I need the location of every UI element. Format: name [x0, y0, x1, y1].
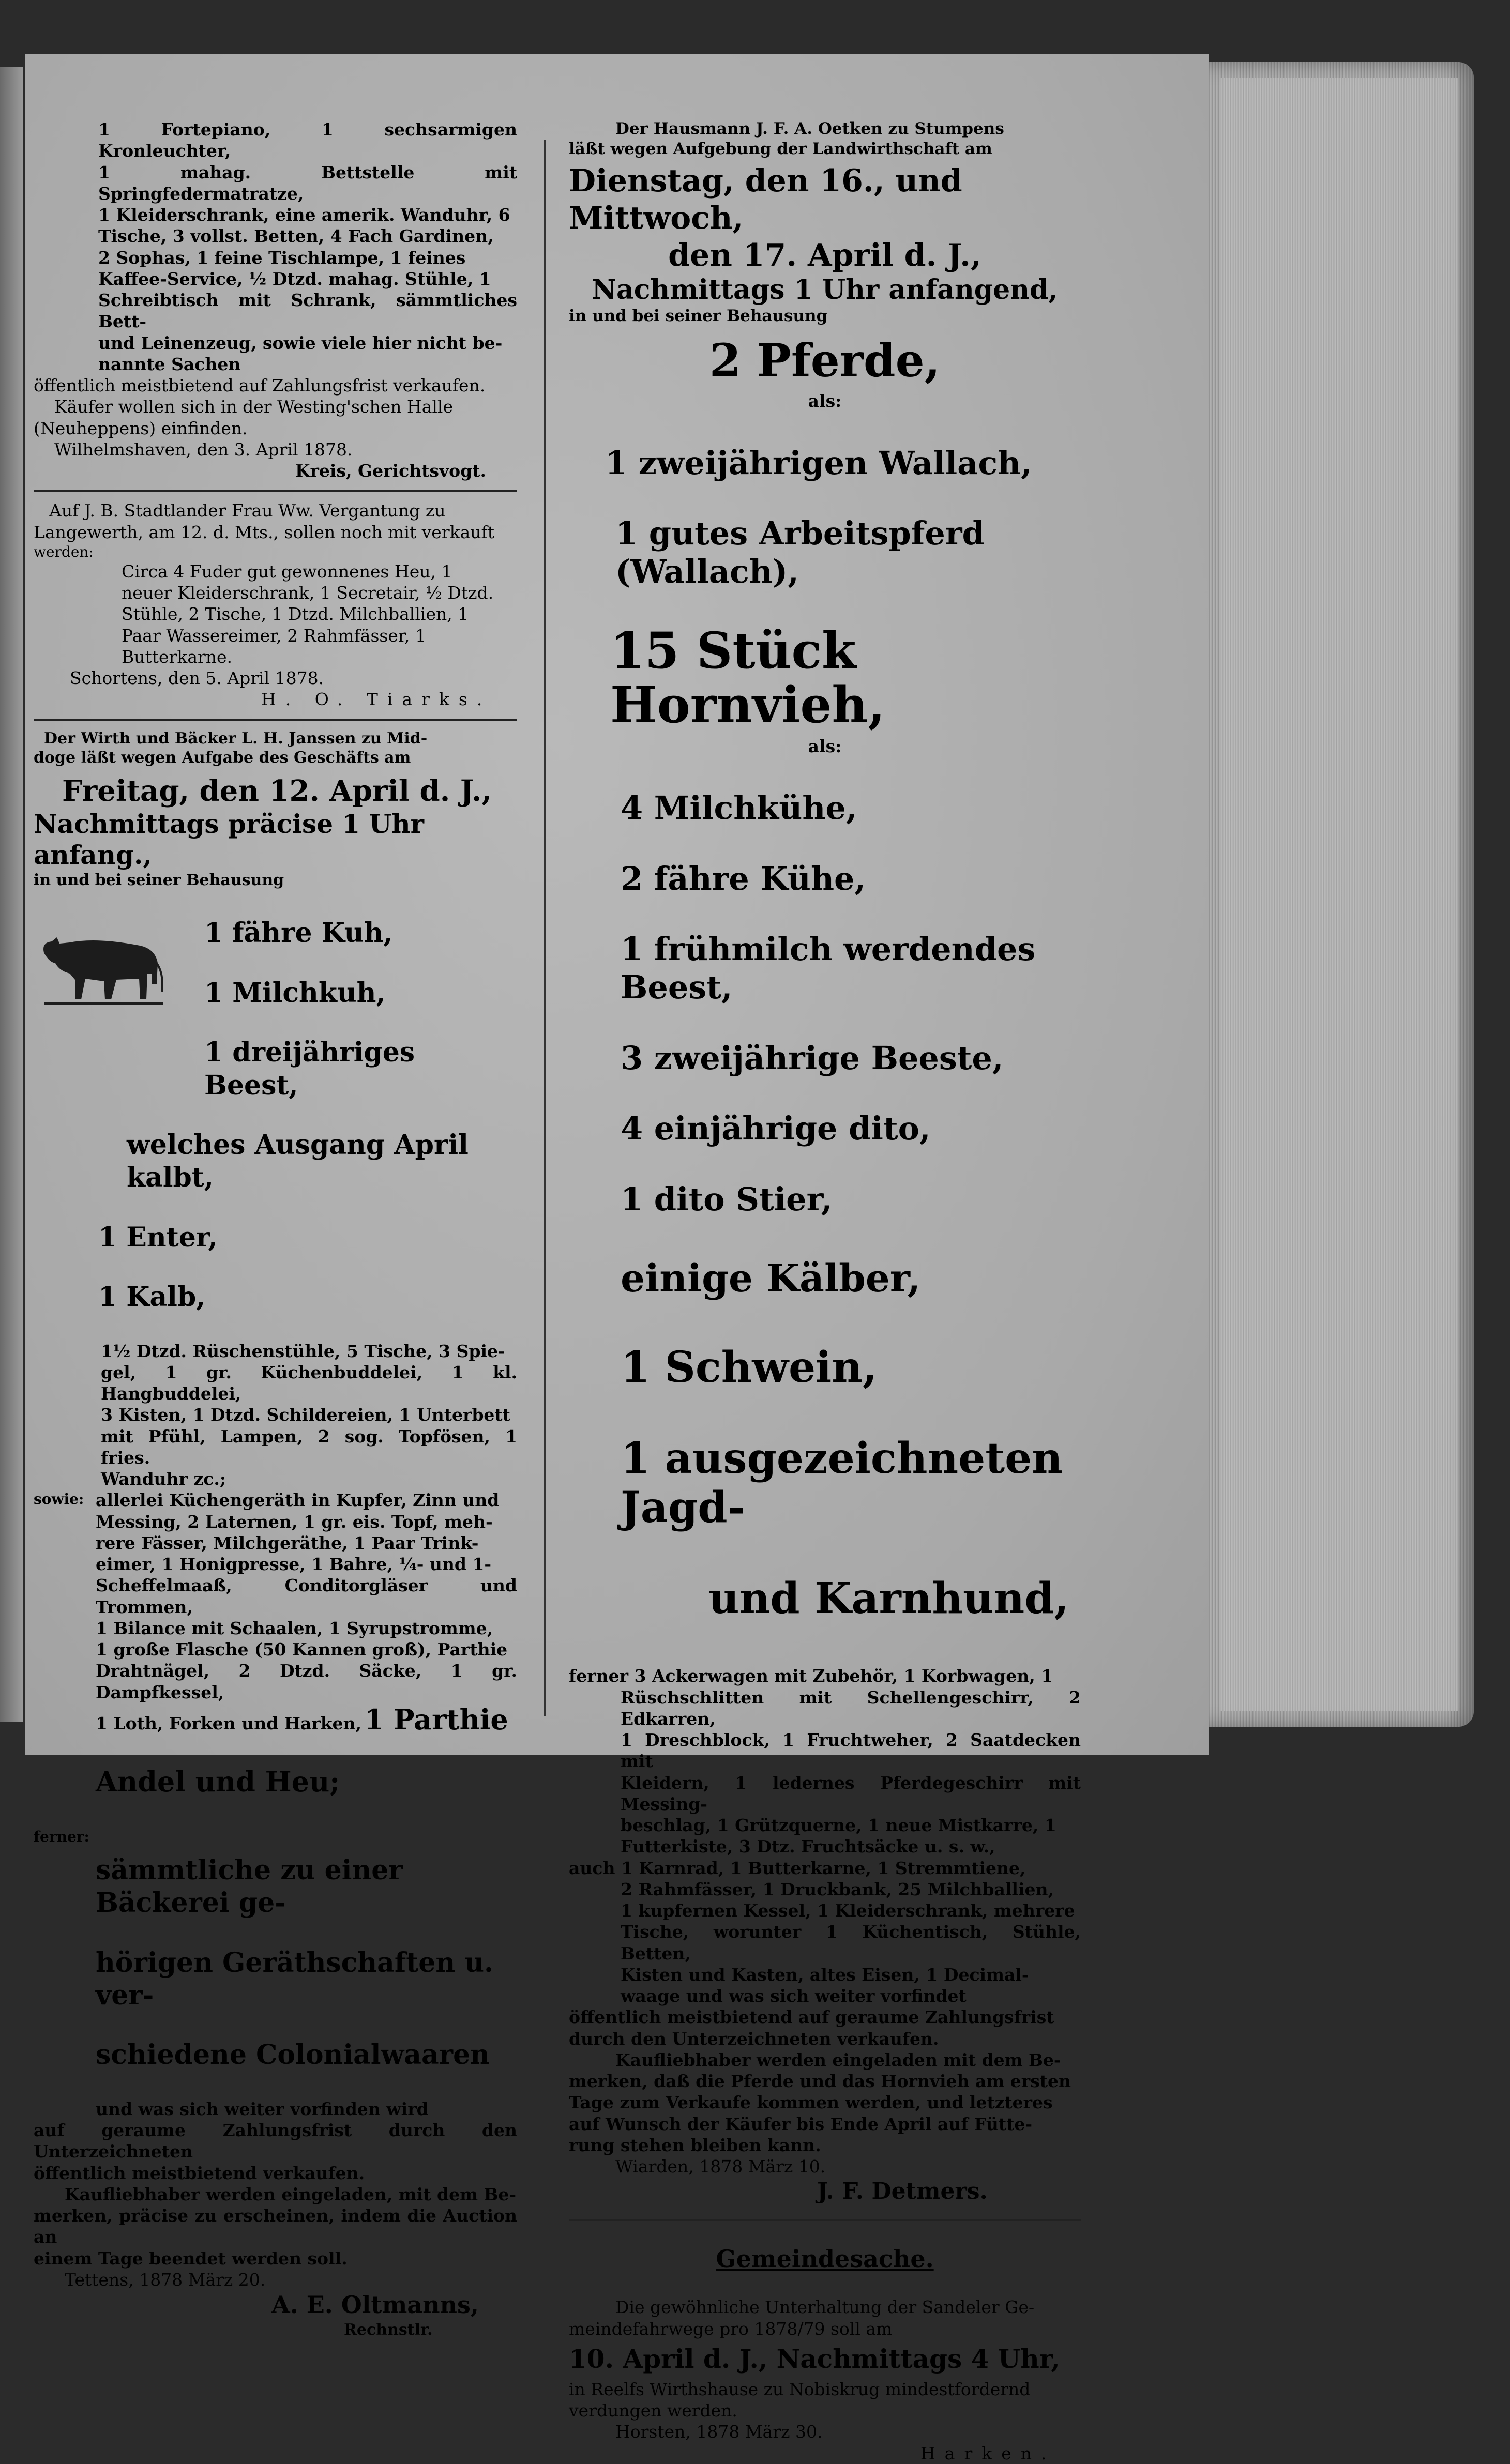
livestock-item: 1 dreijähriges Beest, [204, 1037, 415, 1101]
text-line: 1 Loth, Forken und Harken, [96, 1713, 362, 1733]
als-label: als: [808, 736, 842, 757]
text-line: auf geraume Zahlungsfrist durch den Unterzeichneten [34, 2120, 517, 2162]
text-line: Scheffelmaaß, Conditorgläser und Trommen, [96, 1575, 517, 1617]
text-line: (Neuheppens) einfinden. [34, 418, 248, 438]
ad2-item-list [34, 561, 517, 667]
goods-list [34, 1341, 517, 1490]
text-line: und Leinenzeug, sowie viele hier nicht be- [98, 332, 503, 353]
place-date: Wilhelmshaven, den 3. April 1878. [54, 439, 353, 460]
text-line: öffentlich meistbietend auf Zahlungsfrist verkaufen. [34, 375, 486, 396]
text-line: öffentlich meistbietend verkaufen. [34, 2163, 365, 2183]
text-line: in und bei seiner Behausung [34, 871, 284, 889]
text-line: ferner 3 Ackerwagen mit Zubehör, 1 Korbwagen, 1 [569, 1666, 1053, 1686]
place-date: Wiarden, 1878 März 10. [615, 2156, 826, 2177]
ad-oetken-auction [569, 119, 1081, 2206]
text-line: öffentlich meistbietend auf geraume Zahlungsfrist [569, 2007, 1054, 2028]
text-line: Tische, 3 vollst. Betten, 4 Fach Gardinen, [98, 226, 494, 247]
cattle-item: 1 dito Stier, [621, 1180, 833, 1218]
text-line: rung stehen bleiben kann. [569, 2135, 821, 2155]
cattle-item: 3 zweijährige Beeste, [621, 1039, 1004, 1077]
text-line: Circa 4 Fuder gut gewonnenes Heu, 1 [122, 561, 452, 582]
calves-item: einige Kälber, [621, 1256, 921, 1301]
text-line: 1 kupfernen Kessel, 1 Kleiderschrank, mehrere [621, 1900, 1075, 1921]
text-line: Die gewöhnliche Unterhaltung der Sandeler Ge- [615, 2297, 1035, 2318]
livestock-block [34, 917, 517, 1102]
sowie-label: sowie: [34, 1490, 84, 1508]
text-line: 3 Kisten, 1 Dtzd. Schildereien, 1 Unterbett [101, 1405, 510, 1425]
text-line: Kaffee-Service, ½ Dtzd. mahag. Stühle, 1 [98, 268, 491, 289]
text-line: Käufer wollen sich in der Westing'schen Halle [54, 397, 454, 417]
text-line: Rüschschlitten mit Schellengeschirr, 2 Edkarren, [621, 1687, 1081, 1729]
text-line: beschlag, 1 Grützquerne, 1 neue Mistkarre, 1 [621, 1815, 1056, 1836]
signature: Kreis, Gerichtsvogt. [295, 461, 486, 481]
goods-list [569, 1665, 1081, 2156]
ad-furniture-auction [34, 119, 517, 481]
text-line: Wanduhr zc.; [101, 1469, 226, 1489]
text-line: 1 mahag. Bettstelle mit Springfedermatratze, [98, 162, 517, 204]
text-line: Langewerth, am 12. d. Mts., sollen noch mit verkauft [34, 522, 494, 542]
text-line: Schreibtisch mit Schrank, sämmtliches Bett- [98, 290, 517, 332]
ad-stadtlander-auction [34, 500, 517, 710]
separator-rule [569, 2219, 1081, 2221]
text-line: Kleidern, 1 ledernes Pferdegeschirr mit Messing- [621, 1772, 1081, 1814]
book-page-edges-inner [1220, 78, 1458, 1711]
text-line: 1 Kleiderschrank, eine amerik. Wanduhr, 6 [98, 205, 510, 225]
left-column [34, 119, 517, 2339]
text-line: meindefahrwege pro 1878/79 soll am [569, 2318, 893, 2339]
text-line: Der Hausmann J. F. A. Oetken zu Stumpens [615, 119, 1004, 138]
ad-janssen-auction [34, 729, 517, 2340]
livestock-item: 1 Enter, [98, 1221, 218, 1253]
signature: Harken. [920, 2443, 1056, 2463]
column-divider [544, 140, 546, 1716]
dog-item: und Karnhund, [708, 1574, 1069, 1624]
text-line: Butterkarne. [122, 646, 233, 667]
text-line: 1 große Flasche (50 Kannen groß), Parthie [96, 1639, 508, 1660]
ad-gemeindesache [569, 2245, 1081, 2464]
auction-date: den 17. April d. J., [668, 237, 981, 273]
text-line: werden: [34, 543, 94, 560]
text-line: verdungen werden. [569, 2400, 737, 2421]
livestock-item: 1 fähre Kuh, [204, 917, 393, 949]
text-line: 2 Sophas, 1 feine Tischlampe, 1 feines [98, 247, 466, 268]
auction-date: Freitag, den 12. April d. J., [62, 773, 492, 808]
text-line: 2 Rahmfässer, 1 Druckbank, 25 Milchballien, [621, 1879, 1054, 1899]
text-line: einem Tage beendet werden soll. [34, 2248, 348, 2269]
signature: H. O. Tiarks. [261, 689, 492, 710]
text-line: Kisten und Kasten, altes Eisen, 1 Decimal- [621, 1964, 1029, 1985]
text-line: und was sich weiter vorfinden wird [96, 2098, 429, 2119]
sowie-block [34, 1489, 517, 1827]
text-line: Drahtnägel, 2 Dtzd. Säcke, 1 gr. Dampfkessel, [96, 1661, 517, 1702]
text-line: 1 Fortepiano, 1 sechsarmigen Kronleuchter, [98, 119, 517, 161]
text-line: Kaufliebhaber werden eingeladen mit dem Be- [615, 2049, 1061, 2070]
text-line: gel, 1 gr. Küchenbuddelei, 1 kl. Hangbuddelei, [101, 1362, 517, 1404]
text-line: waage und was sich weiter vorfindet [621, 1986, 967, 2006]
livestock-item: 1 Milchkuh, [204, 977, 386, 1009]
closing-text [34, 2098, 517, 2269]
horse-item: 1 zweijährigen Wallach, [605, 444, 1032, 482]
sowie-list [96, 1489, 517, 1827]
text-line: Der Wirth und Bäcker L. H. Janssen zu Mid- [44, 729, 428, 748]
livestock-item: welches Ausgang April kalbt, [127, 1129, 469, 1194]
text-line: merken, präcise zu erscheinen, indem die Auction an [34, 2206, 517, 2247]
text-line: eimer, 1 Honigpresse, 1 Bahre, ¼- und 1- [96, 1554, 492, 1575]
text-line: Paar Wassereimer, 2 Rahmfässer, 1 [122, 625, 426, 646]
place-date: Schortens, den 5. April 1878. [70, 668, 324, 688]
text-line: hörigen Geräthschaften u. ver- [96, 1946, 494, 2011]
cattle-item: 1 frühmilch werdendes Beest, [621, 930, 1036, 1007]
date-line: 10. April d. J., Nachmittags 4 Uhr, [569, 2343, 1060, 2374]
ferner-block [34, 1827, 517, 2098]
signature: A. E. Oltmanns, [271, 2291, 479, 2319]
separator-rule [34, 490, 517, 492]
text-line: merken, daß die Pferde und das Hornvieh am ersten [569, 2071, 1071, 2092]
text-line: Auf J. B. Stadtlander Frau Ww. Vergantung zu [49, 500, 446, 521]
text-line: Tage zum Verkaufe kommen werden, und letzteres [569, 2092, 1053, 2113]
cattle-item: 2 fähre Kühe, [621, 859, 866, 898]
text-line: Tische, worunter 1 Küchentisch, Stühle, Betten, [621, 1922, 1081, 1964]
right-column [569, 119, 1081, 2464]
livestock-item: 1 Kalb, [98, 1281, 206, 1313]
text-line: Futterkiste, 3 Dtz. Fruchtsäcke u. s. w., [621, 1836, 995, 1857]
cattle-item: 4 Milchkühe, [621, 789, 857, 827]
als-label: als: [808, 391, 842, 412]
partie-line: Andel und Heu; [96, 1765, 340, 1798]
auction-time: Nachmittags 1 Uhr anfangend, [592, 273, 1058, 306]
cow-woodcut-icon [34, 922, 168, 1015]
place-date: Horsten, 1878 März 30. [615, 2422, 823, 2442]
separator-rule [34, 719, 517, 721]
text-line: Kaufliebhaber werden eingeladen, mit dem Be- [65, 2184, 517, 2204]
text-line: schiedene Colonialwaaren [96, 2039, 490, 2071]
text-line: durch den Unterzeichneten verkaufen. [569, 2028, 939, 2049]
section-heading: Gemeindesache. [716, 2245, 934, 2273]
ferner-list [96, 1827, 517, 2098]
signature-title: Rechnstlr. [344, 2320, 433, 2339]
text-line: 1 Bilance mit Schaalen, 1 Syrupstromme, [96, 1618, 493, 1638]
horses-heading: 2 Pferde, [709, 333, 941, 387]
text-line: neuer Kleiderschrank, 1 Secretair, ½ Dtzd. [122, 583, 494, 603]
signature: J. F. Detmers. [817, 2178, 988, 2205]
text-line: 1 Dreschblock, 1 Fruchtweher, 2 Saatdecken mit [621, 1730, 1081, 1772]
pig-item: 1 Schwein, [621, 1343, 878, 1393]
text-line: sämmtliche zu einer Bäckerei ge- [96, 1854, 403, 1919]
text-line: 1½ Dtzd. Rüschenstühle, 5 Tische, 3 Spie- [101, 1341, 505, 1361]
text-line: Stühle, 2 Tische, 1 Dtzd. Milchballien, 1 [122, 604, 469, 625]
text-line: doge läßt wegen Aufgabe des Geschäfts am [34, 749, 411, 767]
text-line: in Reelfs Wirthshause zu Nobiskrug mindestfordernd [569, 2379, 1031, 2399]
partie-label: 1 Parthie [364, 1702, 508, 1736]
cattle-heading: 15 Stück Hornvieh, [610, 621, 885, 735]
cattle-list [569, 789, 1081, 1219]
ad1-item-list [34, 119, 517, 375]
dog-item: 1 ausgezeichneten Jagd- [621, 1434, 1063, 1532]
text-line: auch 1 Karnrad, 1 Butterkarne, 1 Stremmtiene, [569, 1858, 1026, 1878]
text-line: auf Wunsch der Käufer bis Ende April auf Fütte- [569, 2113, 1033, 2134]
place-date: Tettens, 1878 März 20. [65, 2269, 266, 2290]
horse-item: 1 gutes Arbeitspferd (Wallach), [615, 514, 985, 591]
auction-time: Nachmittags präcise 1 Uhr anfang., [34, 808, 424, 870]
text-line: Messing, 2 Laternen, 1 gr. eis. Topf, meh- [96, 1511, 493, 1532]
cattle-item: 4 einjährige dito, [621, 1109, 931, 1148]
text-line: mit Pfühl, Lampen, 2 sog. Topfösen, 1 fries. [101, 1426, 517, 1468]
text-line: in und bei seiner Behausung [569, 306, 828, 325]
text-line: nannte Sachen [98, 354, 241, 374]
ferner-label: ferner: [34, 1828, 89, 1845]
text-line: rere Fässer, Milchgeräthe, 1 Paar Trink- [96, 1532, 479, 1553]
text-line: läßt wegen Aufgebung der Landwirthschaft am [569, 139, 992, 158]
text-line: allerlei Küchengeräth in Kupfer, Zinn und [96, 1490, 500, 1511]
auction-date: Dienstag, den 16., und Mittwoch, [569, 162, 962, 236]
adjacent-page-edge [0, 67, 23, 1722]
